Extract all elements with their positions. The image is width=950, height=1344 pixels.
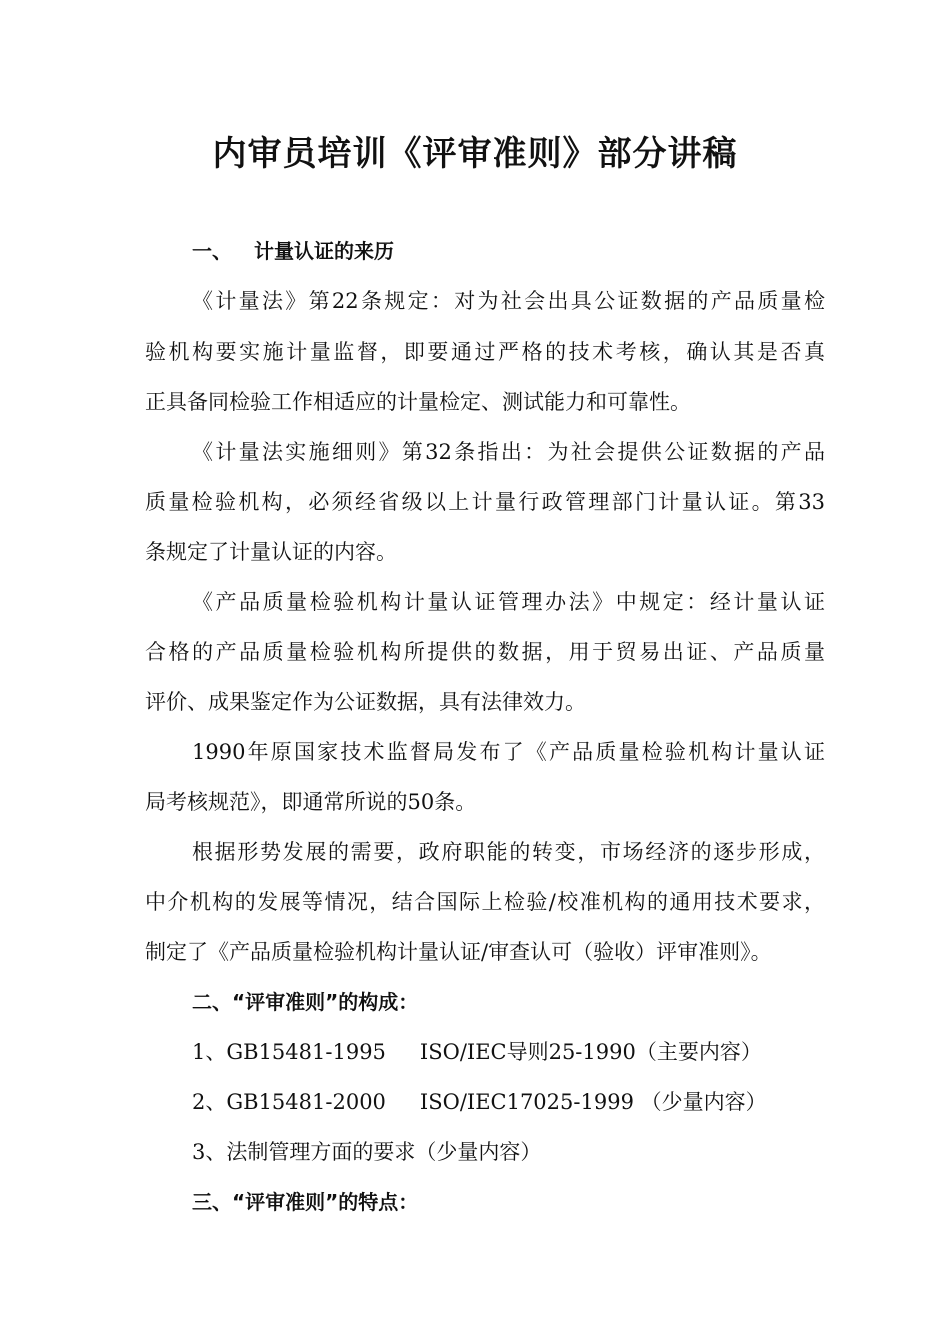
paragraph-line: 1990年原国家技术监督局发布了《产品质量检验机构计量认证 — [192, 740, 825, 764]
paragraph-line: 根据形势发展的需要，政府职能的转变，市场经济的逐步形成， — [192, 840, 825, 864]
section-heading-2: 二、“评审准则”的构成： — [192, 990, 419, 1014]
list-item-code: 2、GB15481-2000 — [192, 1090, 386, 1114]
section-number: 一、 — [192, 239, 232, 263]
paragraph-line: 《产品质量检验机构计量认证管理办法》中规定：经计量认证 — [192, 590, 825, 614]
list-item-text: 3、法制管理方面的要求（少量内容） — [192, 1140, 542, 1164]
paragraph-line: 制定了《产品质量检验机构计量认证/审查认可（验收）评审准则》。 — [145, 940, 772, 964]
paragraph-line: 局考核规范》，即通常所说的50条。 — [145, 790, 477, 814]
list-item-code: 1、GB15481-1995 — [192, 1040, 386, 1064]
paragraph-line: 《计量法》第22条规定：对为社会出具公证数据的产品质量检 — [192, 289, 825, 313]
paragraph-line: 正具备同检验工作相适应的计量检定、测试能力和可靠性。 — [145, 390, 691, 414]
paragraph-line: 《计量法实施细则》第32条指出：为社会提供公证数据的产品 — [192, 440, 825, 464]
list-item — [192, 1037, 825, 1067]
section-heading-3: 三、“评审准则”的特点： — [192, 1190, 419, 1214]
paragraph-line: 验机构要实施计量监督，即要通过严格的技术考核，确认其是否真 — [145, 340, 825, 364]
list-item-reference: ISO/IEC导则25-1990（主要内容） — [419, 1040, 762, 1064]
list-item — [192, 1137, 825, 1167]
list-item-reference: ISO/IEC17025-1999 （少量内容） — [419, 1090, 767, 1114]
paragraph-line: 合格的产品质量检验机构所提供的数据，用于贸易出证、产品质量 — [145, 640, 825, 664]
list-item — [192, 1087, 825, 1117]
section-heading-1 — [192, 236, 825, 266]
document-title: 内审员培训《评审准则》部分讲稿 — [212, 134, 738, 174]
paragraph-line: 条规定了计量认证的内容。 — [145, 540, 397, 564]
paragraph-line: 中介机构的发展等情况，结合国际上检验/校准机构的通用技术要求， — [145, 890, 825, 914]
paragraph-line: 评价、成果鉴定作为公证数据，具有法律效力。 — [145, 690, 586, 714]
section-title: 计量认证的来历 — [254, 239, 394, 263]
paragraph-line: 质量检验机构，必须经省级以上计量行政管理部门计量认证。第33 — [145, 490, 825, 514]
